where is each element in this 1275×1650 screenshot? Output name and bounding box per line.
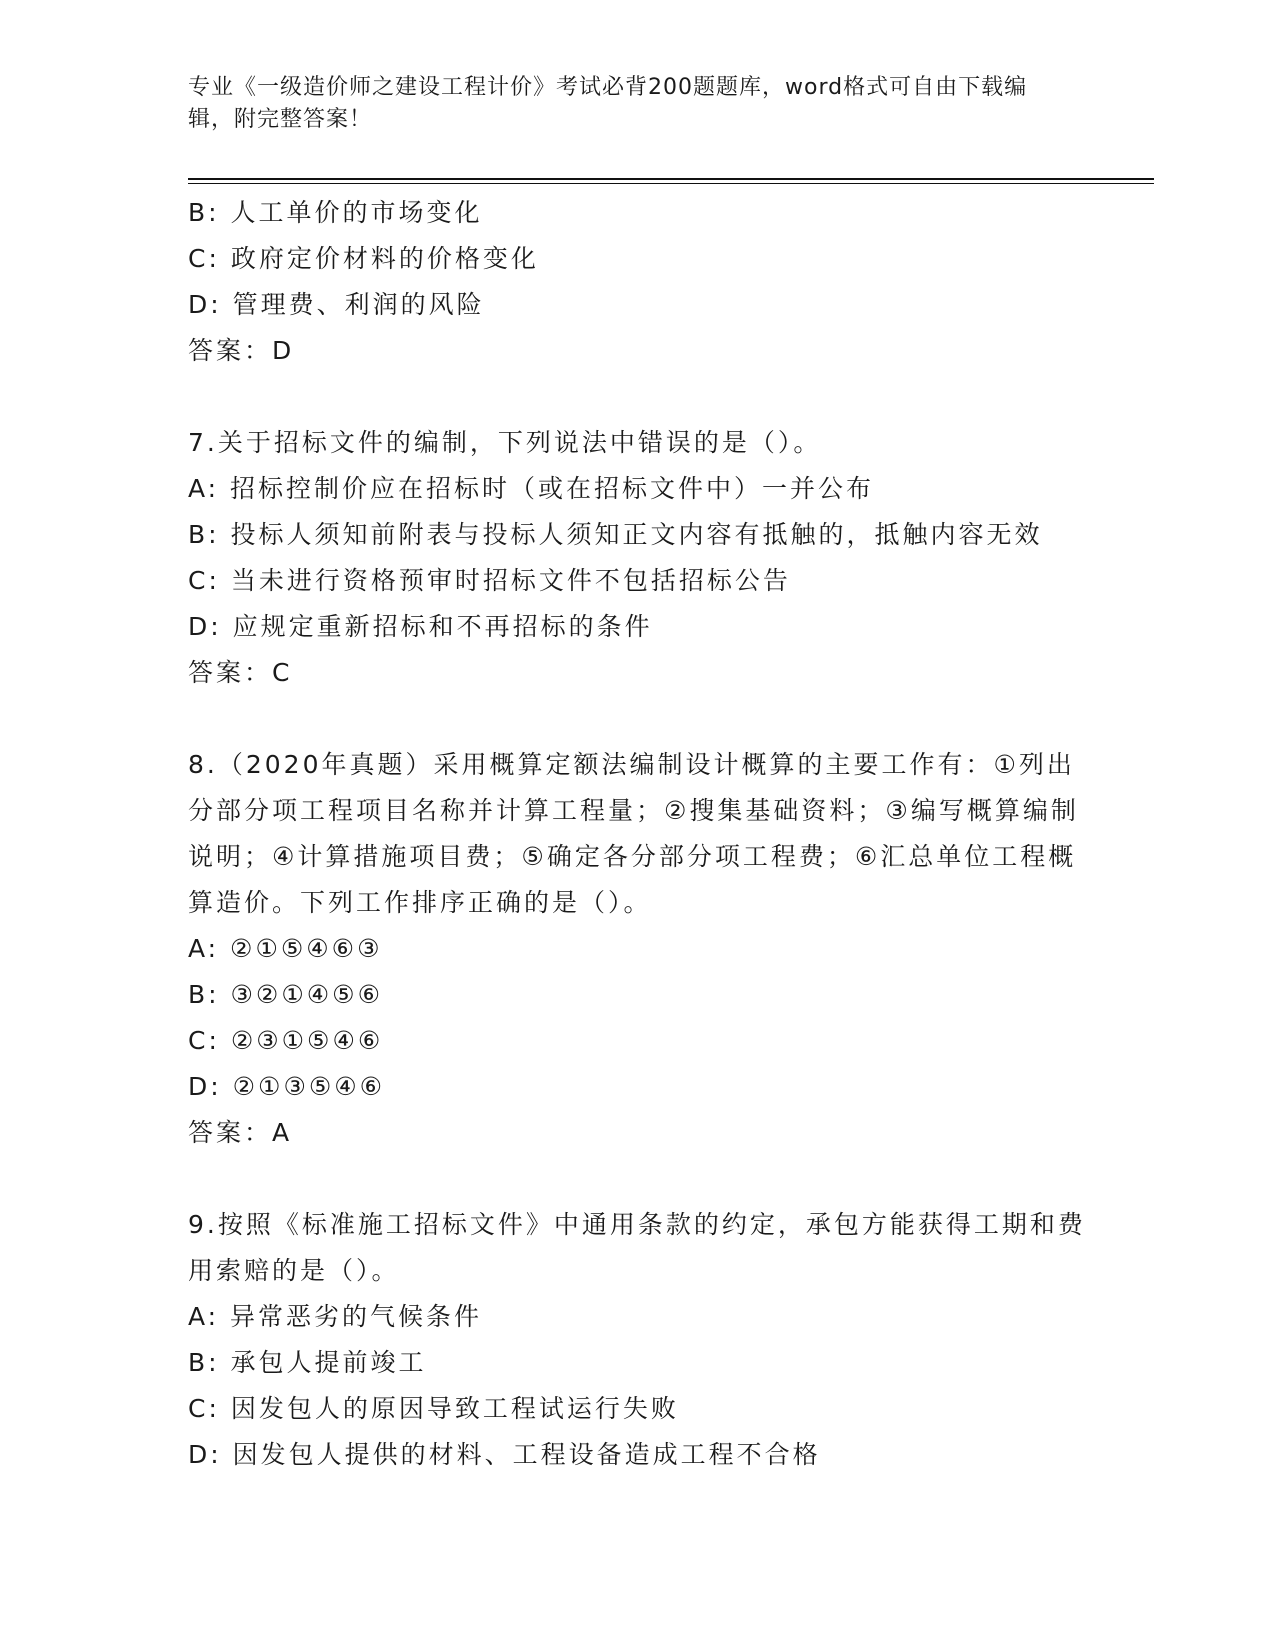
spacer [188,374,1088,420]
answer-line: 答案：D [188,336,295,365]
answer-line: 答案：A [188,1118,293,1147]
option-c: C: 因发包人的原因导致工程试运行失败 [188,1394,679,1423]
question-stem: 9.按照《标准施工招标文件》中通用条款的约定，承包方能获得工期和费用索赔的是（）。 [188,1210,1086,1285]
option-b: B: 承包人提前竣工 [188,1348,427,1377]
option-d: D: ②①③⑤④⑥ [188,1072,386,1101]
option-b: B: 人工单价的市场变化 [188,198,483,227]
option-a: A: 招标控制价应在招标时（或在招标文件中）一并公布 [188,474,875,503]
option-c: C: ②③①⑤④⑥ [188,1026,384,1055]
option-b: B: 投标人须知前附表与投标人须知正文内容有抵触的，抵触内容无效 [188,520,1043,549]
page-header: 专业《一级造价师之建设工程计价》考试必背200题题库，word格式可自由下载编辑，附完整答案！ [188,75,1028,132]
question-7 [188,420,1088,696]
header-divider-thin [188,183,1154,184]
question-9 [188,1202,1088,1478]
answer-line: 答案：C [188,658,293,687]
option-c: C: 当未进行资格预审时招标文件不包括招标公告 [188,566,791,595]
question-6 [188,190,1088,374]
spacer [188,696,1088,742]
option-c: C: 政府定价材料的价格变化 [188,244,539,273]
option-d: D: 应规定重新招标和不再招标的条件 [188,612,653,641]
option-d: D: 因发包人提供的材料、工程设备造成工程不合格 [188,1440,821,1469]
option-a: A: ②①⑤④⑥③ [188,934,383,963]
header-divider [188,178,1154,180]
question-8 [188,742,1088,1156]
option-a: A: 异常恶劣的气候条件 [188,1302,483,1331]
question-stem: 8.（2020年真题）采用概算定额法编制设计概算的主要工作有：①列出分部分项工程项目名称并计算工程量；②搜集基础资料；③编写概算编制说明；④计算措施项目费；⑤确定各分部分项工程费；⑥汇总单位工程概算造价。下列工作排序正确的是（）。 [188,750,1079,917]
question-stem: 7.关于招标文件的编制，下列说法中错误的是（）。 [188,428,822,457]
option-b: B: ③②①④⑤⑥ [188,980,383,1009]
option-d: D: 管理费、利润的风险 [188,290,485,319]
question-content [188,190,1088,1478]
spacer [188,1156,1088,1202]
